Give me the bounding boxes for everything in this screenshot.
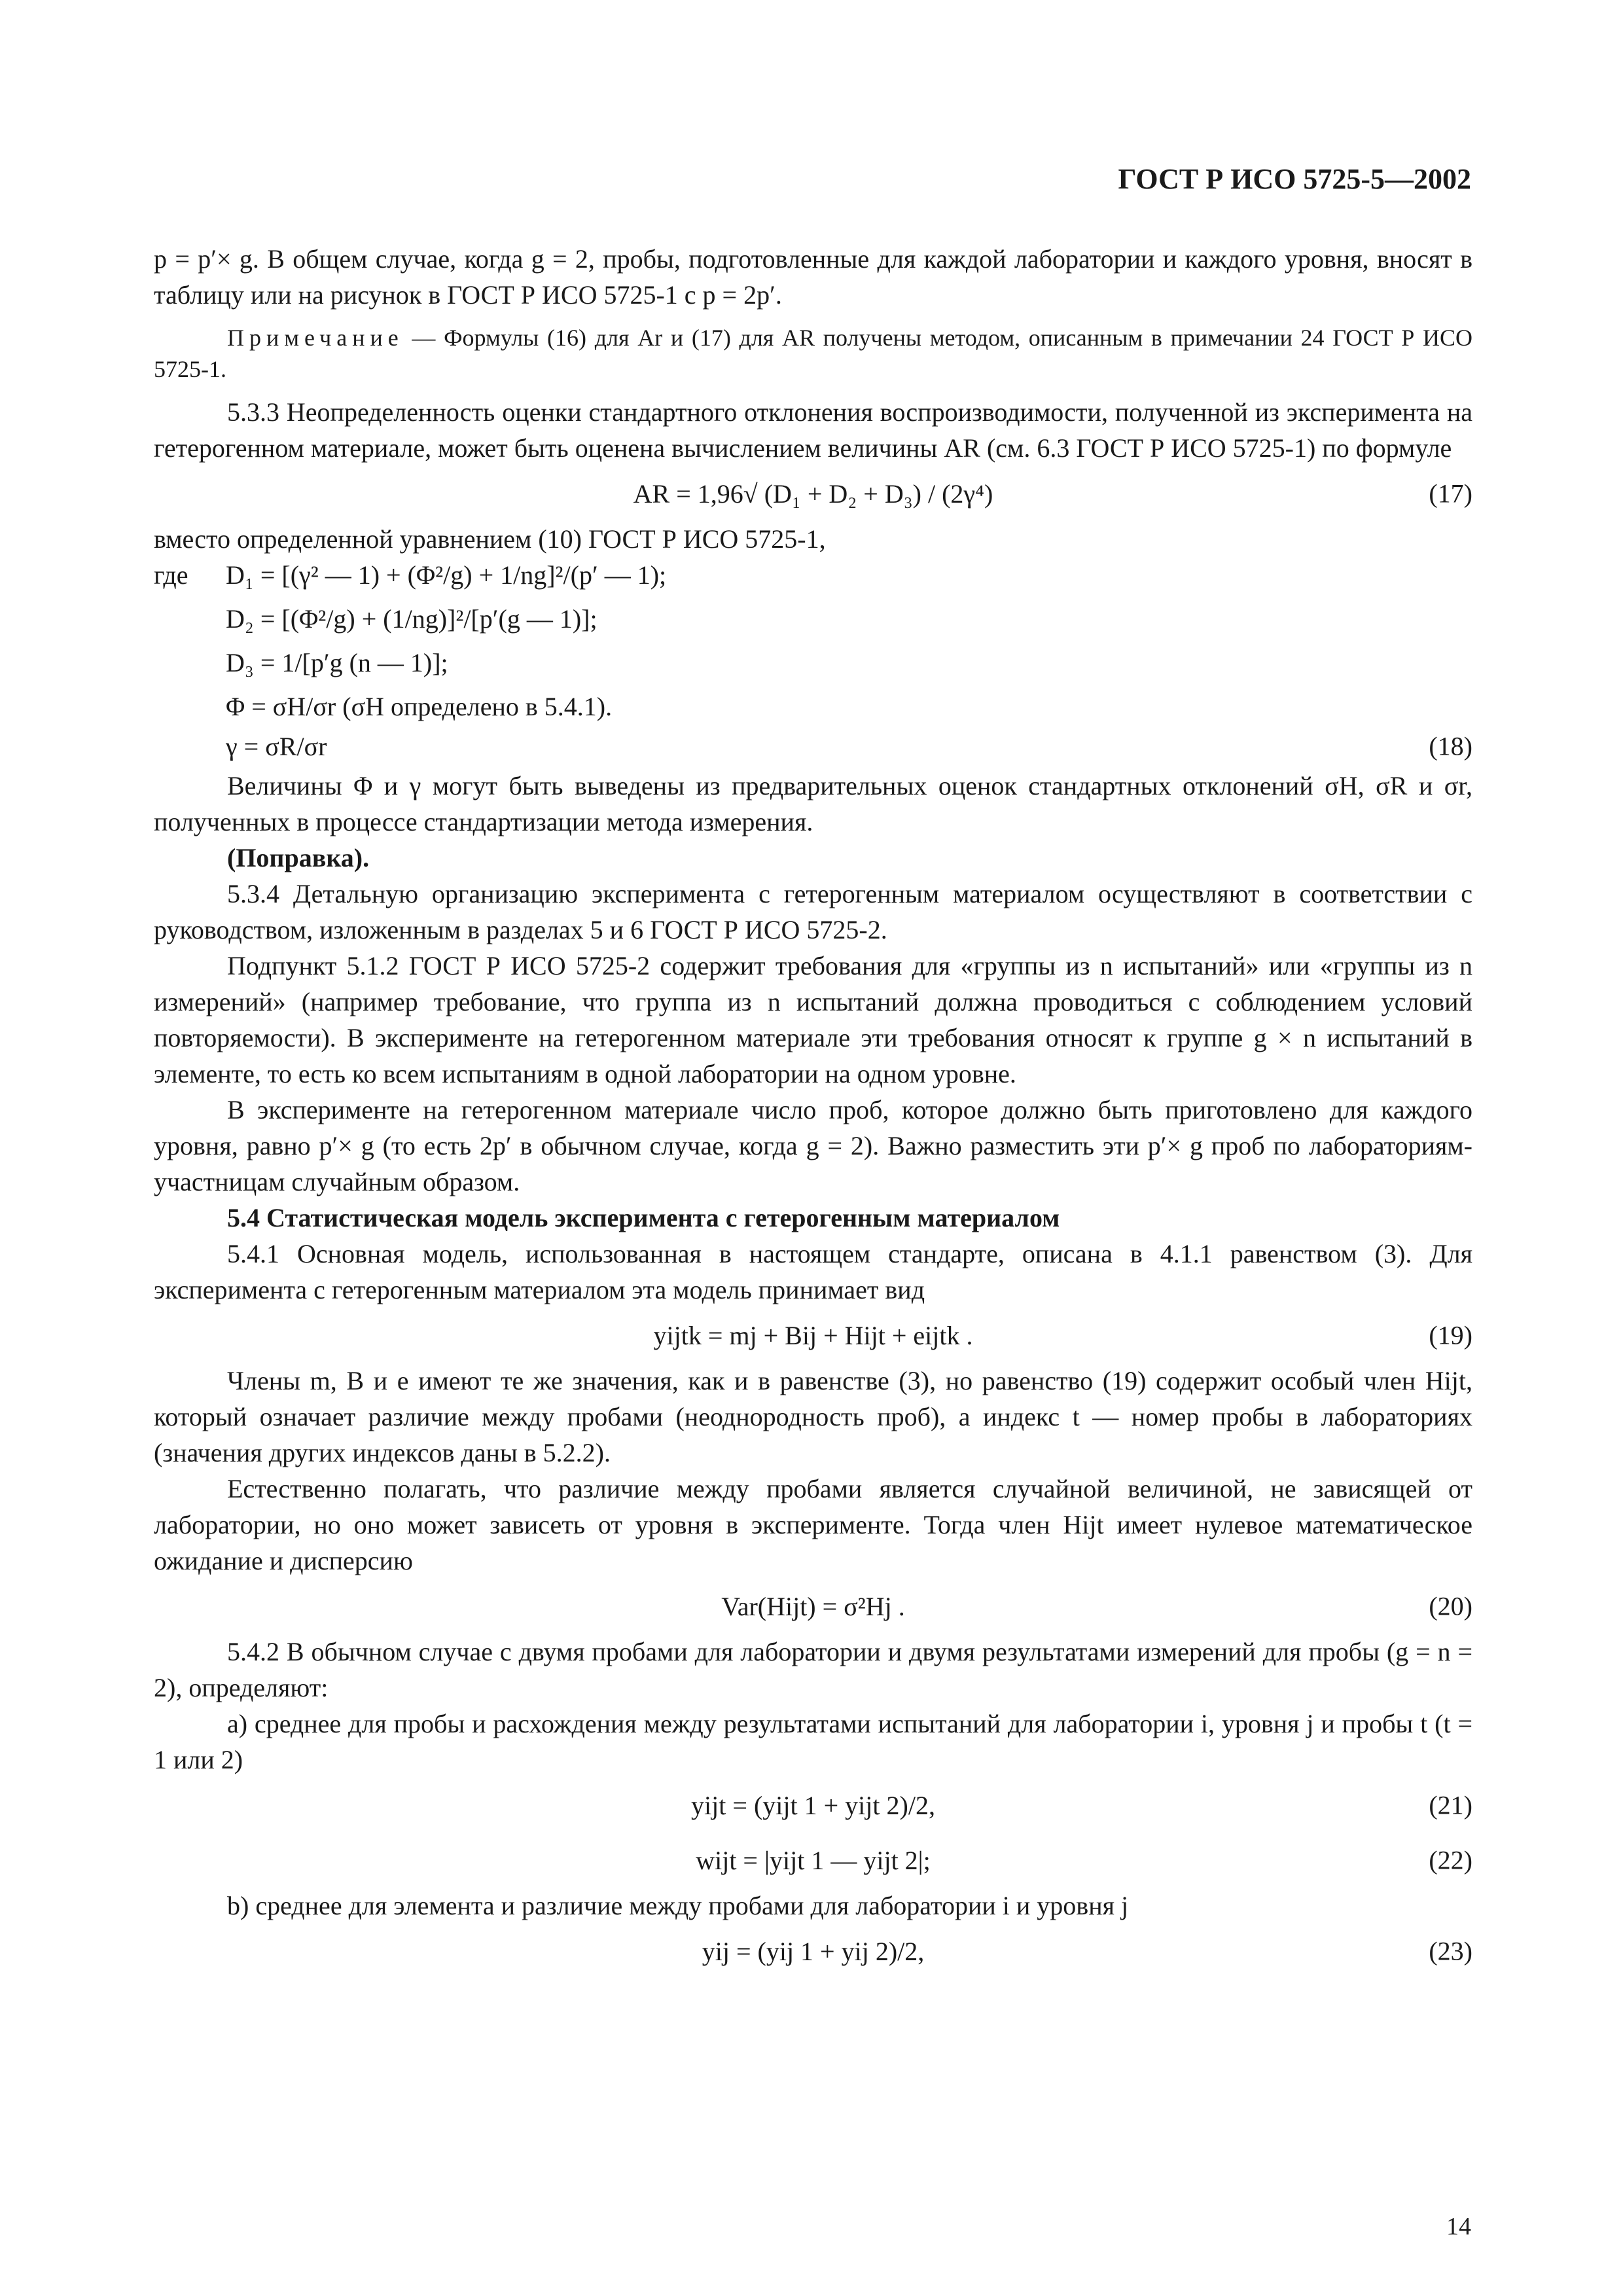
- note-text: — Формулы (16) для Ar и (17) для AR получены методом, описанным в примечании 24 ГОСТ Р ИСО 5725-1.: [154, 325, 1472, 382]
- formula-23-number: (23): [1429, 1936, 1472, 1966]
- formula-22-number: (22): [1429, 1845, 1472, 1875]
- where-line: [154, 557, 1472, 593]
- paragraph-5-4-2: 5.4.2 В обычном случае с двумя пробами для лаборатории и двумя результатами измерений для пробы (g = n = 2), определяют:: [154, 1637, 1472, 1702]
- formula-21-expression: yijt = (yijt 1 + yijt 2)/2,: [691, 1790, 935, 1820]
- formula-23: [154, 1924, 1472, 1979]
- paragraph-5-3-4: 5.3.4 Детальную организацию эксперимента с гетерогенным материалом осуществляют в соответствии с руководством, изложенным в разделах 5 и 6 ГОСТ Р ИСО 5725-2.: [154, 879, 1472, 944]
- paragraph-p-equals: p = p′× g. В общем случае, когда g = 2, пробы, подготовленные для каждой лаборатории и каждого уровня, вносят в таблицу или на рисунок в ГОСТ Р ИСО 5725-1 с p = 2p′.: [154, 244, 1472, 310]
- formula-19-expression: yijtk = mj + Bij + Hijt + eijtk .: [653, 1320, 973, 1350]
- formula-20-expression: Var(Hijt) = σ²Hj .: [721, 1591, 905, 1621]
- definition-phi: Φ = σH/σr (σH определено в 5.4.1).: [226, 692, 613, 721]
- formula-21: [154, 1778, 1472, 1833]
- definition-d2: D₂ = [(Φ²/g) + (1/ng)]²/[p′(g — 1)];: [226, 604, 597, 634]
- paragraph-samples: В эксперименте на гетерогенном материале число проб, которое должно быть приготовлено для каждого уровня, равно p′× g (то есть 2p′ в обычном случае, когда g = 2). Важно разместить эти p′× g проб по лабораториям-участницам случайным образом.: [154, 1095, 1472, 1196]
- note: [154, 322, 1472, 385]
- formula-23-expression: yij = (yij 1 + yij 2)/2,: [702, 1936, 925, 1966]
- paragraph-5-4-1: 5.4.1 Основная модель, использованная в настоящем стандарте, описана в 4.1.1 равенством (3). Для эксперимента с гетерогенным материалом эта модель принимает вид: [154, 1239, 1472, 1304]
- paragraph-natural: Естественно полагать, что различие между пробами является случайной величиной, не зависящей от лаборатории, но оно может зависеть от уровня в эксперименте. Тогда член Hijt имеет нулевое математическое ожидание и дисперсию: [154, 1474, 1472, 1575]
- formula-17-number: (17): [1429, 478, 1472, 509]
- paragraph-5-3-3: 5.3.3 Неопределенность оценки стандартного отклонения воспроизводимости, полученной из эксперимента на гетерогенном материале, может быть оценена вычислением величины AR (см. 6.3 ГОСТ Р ИСО 5725-1) по формуле: [154, 397, 1472, 463]
- formula-18-number: (18): [1429, 731, 1472, 761]
- formula-20: [154, 1579, 1472, 1634]
- formula-19: [154, 1308, 1472, 1363]
- paragraph-instead: вместо определенной уравнением (10) ГОСТ Р ИСО 5725-1,: [154, 524, 826, 554]
- document-header: ГОСТ Р ИСО 5725-5—2002: [1118, 163, 1471, 195]
- where-word: где: [154, 560, 188, 590]
- definition-d1: D₁ = [(γ² — 1) + (Φ²/g) + 1/ng]²/(p′ — 1);: [226, 560, 667, 590]
- paragraph-values: Величины Φ и γ могут быть выведены из предварительных оценок стандартных отклонений σH, σR и σr, полученных в процессе стандартизации метода измерения.: [154, 771, 1473, 836]
- amendment: (Поправка).: [227, 843, 370, 872]
- note-label: Примечание: [227, 325, 404, 351]
- formula-17-expression: AR = 1,96√ (D₁ + D₂ + D₃) / (2γ⁴): [633, 478, 993, 509]
- formula-20-number: (20): [1429, 1591, 1472, 1621]
- definition-gamma: γ = σR/σr: [226, 731, 327, 761]
- formula-22-expression: wijt = |yijt 1 — yijt 2|;: [696, 1845, 931, 1875]
- formula-19-number: (19): [1429, 1320, 1472, 1350]
- document-body: [154, 241, 1472, 1979]
- item-b: b) среднее для элемента и различие между пробами для лаборатории i и уровня j: [227, 1891, 1129, 1920]
- item-a: а) среднее для пробы и расхождения между результатами испытаний для лаборатории i, уровня j и пробы t (t = 1 или 2): [154, 1709, 1472, 1774]
- section-heading-5-4: 5.4 Статистическая модель эксперимента с гетерогенным материалом: [227, 1203, 1060, 1232]
- formula-18: [154, 725, 1472, 768]
- definition-d3: D₃ = 1/[p′g (n — 1)];: [226, 648, 448, 677]
- paragraph-members: Члены m, B и e имеют те же значения, как и в равенстве (3), но равенство (19) содержит особый член Hijt, который означает различие между пробами (неоднородность проб), а индекс t — номер пробы в лабораториях (значения других индексов даны в 5.2.2).: [154, 1366, 1472, 1467]
- formula-21-number: (21): [1429, 1790, 1472, 1820]
- formula-22: [154, 1833, 1472, 1888]
- formula-17: [154, 466, 1472, 521]
- page-number: 14: [1446, 2213, 1471, 2240]
- paragraph-5-1-2: Подпункт 5.1.2 ГОСТ Р ИСО 5725-2 содержит требования для «группы из n испытаний» или «группы из n измерений» (например требование, что группа из n испытаний должна проводиться с соблюдением условий повторяемости). В эксперименте на гетерогенном материале эти требования относят к группе g × n испытаний в элементе, то есть ко всем испытаниям в одной лаборатории на одном уровне.: [154, 951, 1472, 1088]
